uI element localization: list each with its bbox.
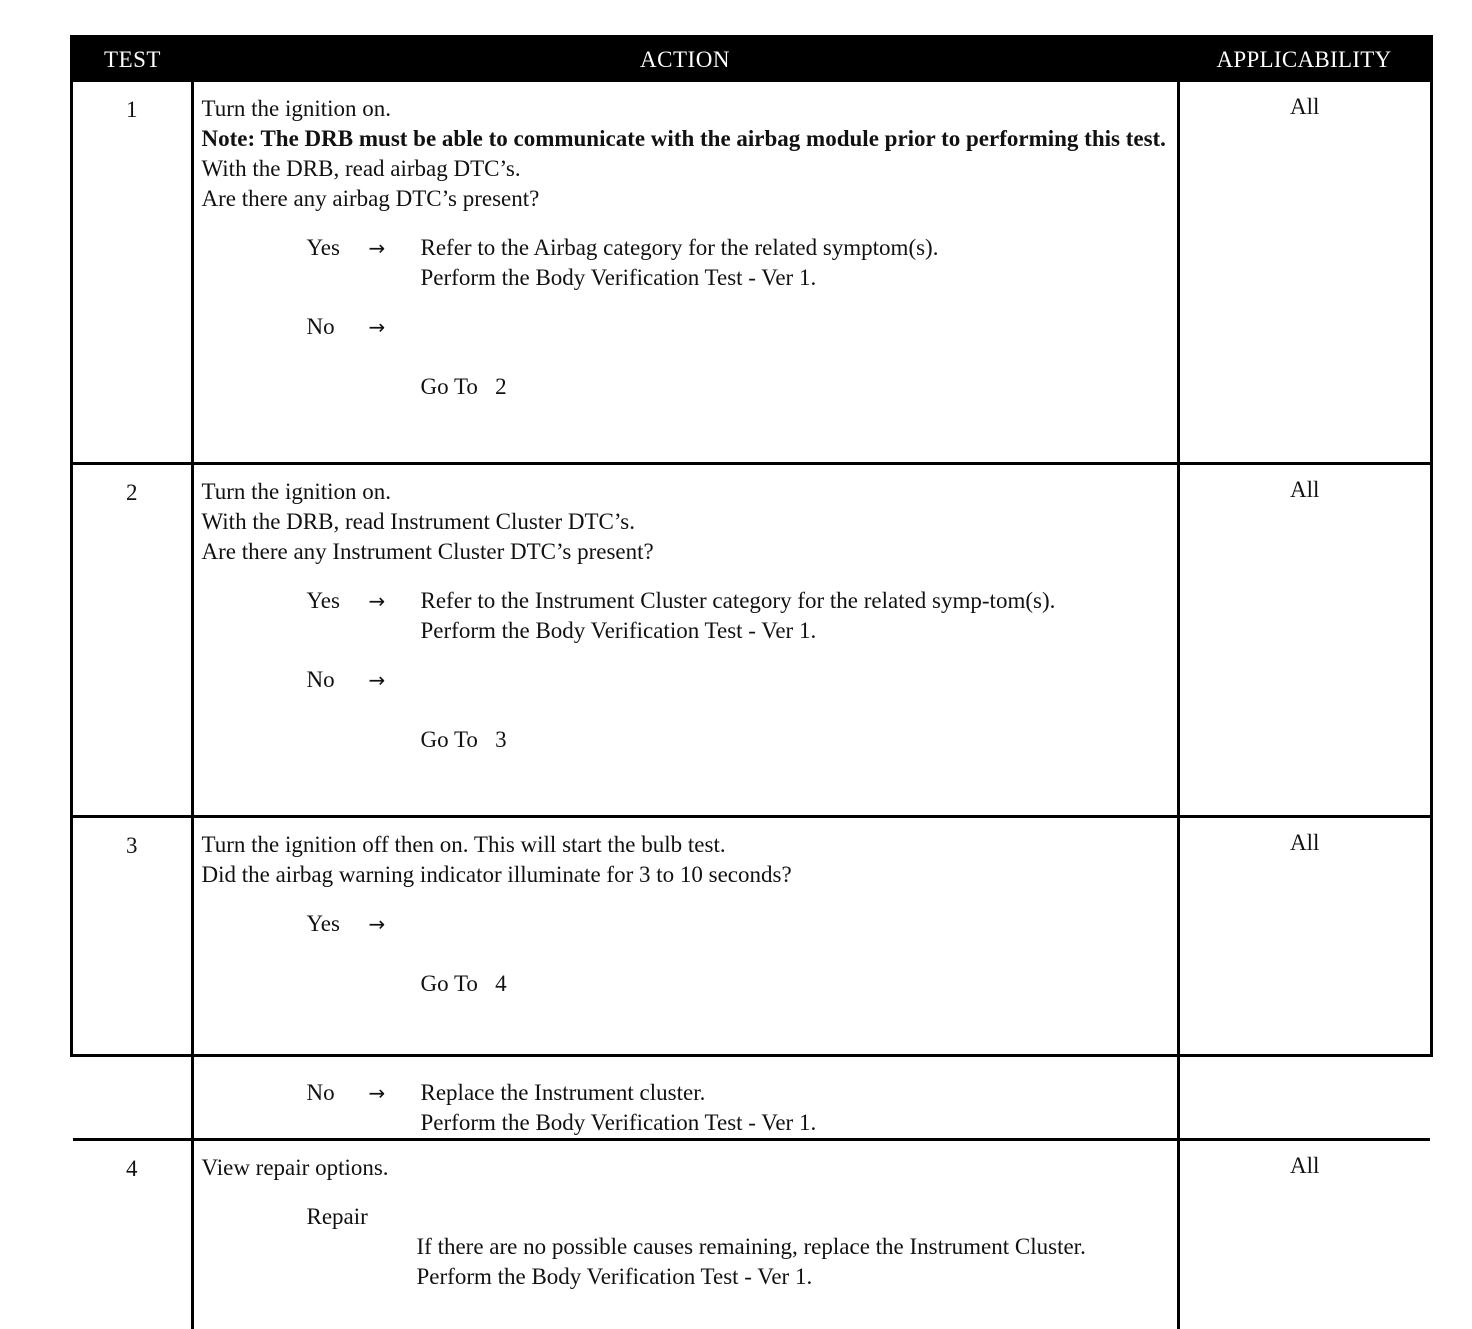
yes-response [202,586,1169,646]
applicability-cell: All [1178,463,1430,816]
applicability-cell: All [1178,1139,1430,1329]
action-line: With the DRB, read airbag DTC’s. [201,155,521,181]
no-response [202,665,1169,815]
response-line: Replace the Instrument cluster. [420,1079,706,1105]
yes-response [202,909,1169,1059]
response-line: Refer to the Airbag category for the related symptom(s). [420,234,939,260]
arrow-icon: → [368,588,386,613]
repair-label: Repair [306,1203,368,1229]
arrow-icon: → [368,911,386,936]
header-applicability: APPLICABILITY [1216,47,1392,73]
action-line: Did the airbag warning indicator illuminate for 3 to 10 seconds? [201,861,792,887]
test-number: 4 [73,1139,192,1329]
no-response [202,312,1169,462]
applicability-cell: All [1178,80,1430,463]
no-label: No [306,666,335,692]
test-table [73,38,1430,1329]
arrow-icon: → [368,667,386,692]
arrow-icon: → [368,235,386,260]
repair-line: Perform the Body Verification Test - Ver 1. [416,1263,813,1289]
yes-label: Yes [306,587,340,613]
table-row [73,80,1430,463]
header-action: ACTION [640,47,730,73]
action-line: Are there any airbag DTC’s present? [201,185,540,211]
action-line: Turn the ignition off then on. This will start the bulb test. [201,831,726,857]
header-test: TEST [104,47,161,73]
action-cell [192,816,1178,1139]
test-number: 3 [73,816,192,1139]
repair-section [202,1202,1169,1292]
response-line: Perform the Body Verification Test - Ver 1. [420,1109,817,1135]
response-line: Perform the Body Verification Test - Ver 1. [420,264,817,290]
response-line: Perform the Body Verification Test - Ver 1. [420,617,817,643]
test-number: 2 [73,463,192,816]
action-cell [192,1139,1178,1329]
diagnostic-test-table [70,35,1433,1289]
table-row [73,1139,1430,1329]
arrow-icon: → [368,314,386,339]
repair-line: If there are no possible causes remaining, replace the Instrument Cluster. [416,1233,1086,1259]
action-line: Turn the ignition on. [201,95,392,121]
action-line: Turn the ignition on. [201,478,392,504]
response-line: Refer to the Instrument Cluster category for the related symp-tom(s). [420,587,1056,613]
action-line: Are there any Instrument Cluster DTC’s present? [201,538,654,564]
action-note: Note: The DRB must be able to communicate with the airbag module prior to performing this test. [201,125,1166,151]
table-header-row [73,38,1430,80]
applicability-cell: All [1178,816,1430,1139]
yes-response [202,233,1169,293]
response-line: Go To 3 [420,726,507,752]
yes-label: Yes [306,910,340,936]
action-line: With the DRB, read Instrument Cluster DTC’s. [201,508,635,534]
action-line: View repair options. [201,1154,389,1180]
test-number: 1 [73,80,192,463]
table-row [73,463,1430,816]
no-label: No [306,313,335,339]
action-cell [192,80,1178,463]
yes-label: Yes [306,234,340,260]
response-line: Go To 2 [420,373,507,399]
action-cell [192,463,1178,816]
table-row [73,816,1430,1139]
no-label: No [306,1079,335,1105]
no-response [202,1078,1169,1138]
response-line: Go To 4 [420,970,507,996]
arrow-icon: → [368,1080,386,1105]
